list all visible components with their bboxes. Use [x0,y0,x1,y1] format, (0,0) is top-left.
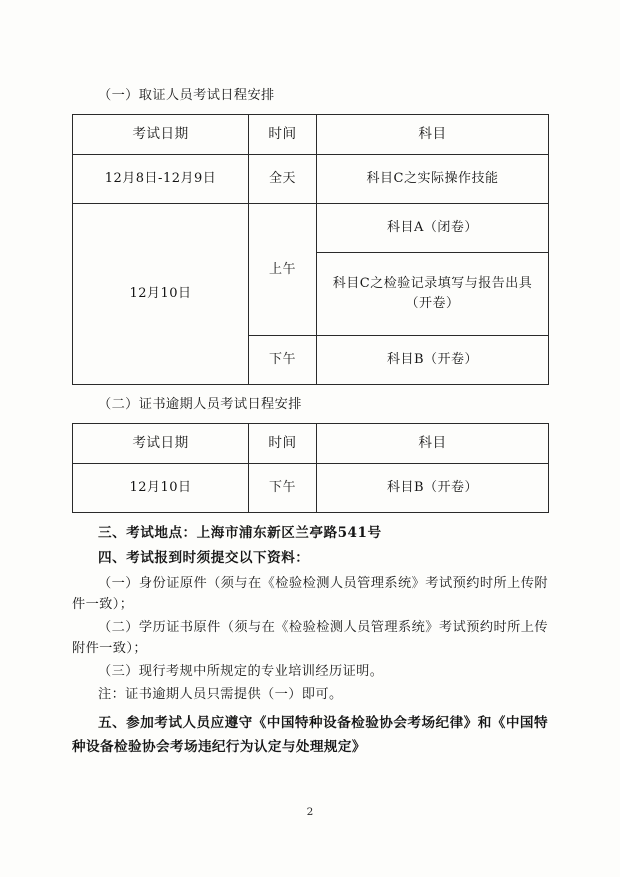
note-line: 注：证书逾期人员只需提供（一）即可。 [98,687,343,703]
table-row [73,203,549,252]
cell-date: 12月10日 [73,203,249,384]
column-header-date: 考试日期 [73,424,249,463]
item-five: 五、参加考试人员应遵守《中国特种设备检验协会考场纪律》和《中国特种设备检验协会考场违纪行为认定与处理规定》 [72,714,548,755]
cell-subject: 科目C之实际操作技能 [317,154,549,203]
section-b-heading: （二）证书逾期人员考试日程安排 [98,396,302,412]
item-four-sub-two: （二）学历证书原件（须与在《检验检测人员管理系统》考试预约时所上传附件一致）； [72,620,548,656]
cell-date: 12月10日 [73,463,249,512]
item-three: 三、考试地点：上海市浦东新区兰亭路541号 [98,524,382,541]
cell-subject: 科目B（开卷） [317,463,549,512]
item-four-sub-one: （一）身份证原件（须与在《检验检测人员管理系统》考试预约时所上传附件一致）； [72,576,548,612]
cell-time: 下午 [249,463,317,512]
item-four: 四、考试报到时须提交以下资料： [98,550,310,567]
column-header-subject: 科目 [317,424,549,463]
item-four-sub-three: （三）现行考规中所规定的专业培训经历证明。 [98,664,384,679]
table-header-row [73,424,549,463]
column-header-time: 时间 [249,424,317,463]
cell-time: 上午 [249,203,317,335]
cell-subject: 科目A（闭卷） [317,203,549,252]
cell-time: 全天 [249,154,317,203]
column-header-date: 考试日期 [73,115,249,154]
table-row [73,463,549,512]
exam-schedule-table-b [72,423,549,512]
cell-date: 12月8日-12月9日 [73,154,249,203]
section-a-heading: （一）取证人员考试日程安排 [98,88,275,103]
exam-schedule-table-a [72,114,549,384]
table-header-row [73,115,549,154]
document-body [72,86,548,773]
cell-subject: 科目B（开卷） [317,335,549,384]
page-number: 2 [306,806,314,818]
cell-time: 下午 [249,335,317,384]
column-header-time: 时间 [249,115,317,154]
cell-subject: 科目C之检验记录填写与报告出具（开卷） [317,252,549,335]
column-header-subject: 科目 [317,115,549,154]
table-row [73,154,549,203]
